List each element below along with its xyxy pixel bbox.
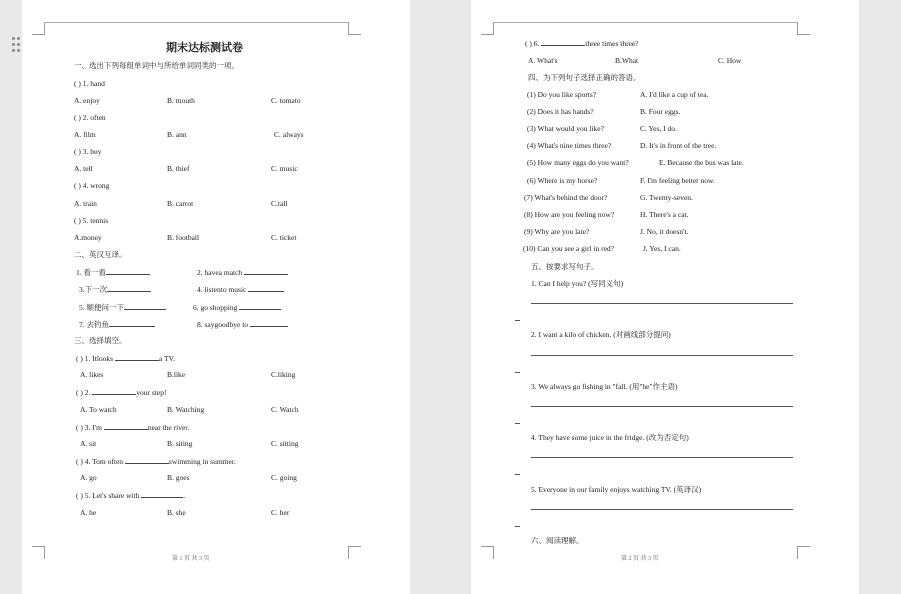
option-b: B.What — [615, 56, 639, 65]
section-heading: 三、选择填空。 — [74, 336, 127, 345]
match-question: (4) What's nine times three? — [527, 141, 612, 150]
match-answer: H. There's a cat. — [640, 210, 689, 219]
option-a: A.money — [74, 233, 102, 242]
match-question: (5) How many eggs do you want? — [527, 158, 629, 167]
translation-item: 7. 去钓鱼 — [79, 319, 155, 329]
crop-mark — [348, 22, 361, 35]
match-answer: F. I'm feeling better now. — [640, 176, 715, 185]
option-c: C. always — [274, 130, 304, 139]
option-b: B.like — [167, 370, 186, 379]
translation-item: 8. saygoodbye to — [197, 319, 288, 329]
section-heading: 六、阅读理解。 — [531, 536, 584, 545]
margin-mark — [515, 474, 520, 475]
question-stem: ( ) 5. tennis — [74, 216, 109, 225]
question-stem: ( ) 3. I'm near the river. — [76, 423, 190, 432]
answer-line — [531, 406, 793, 407]
writing-prompt: 2. I want a kilo of chicken. (对画线部分提问) — [531, 330, 671, 339]
option-a: A. likes — [80, 370, 104, 379]
translation-item: 6. go shopping — [193, 302, 281, 312]
match-question: (7) What's behind the door? — [524, 193, 608, 202]
answer-line — [531, 457, 793, 458]
header-rule — [44, 22, 348, 23]
crop-mark — [481, 22, 494, 35]
section-heading: 五、按要求写句子。 — [531, 262, 599, 271]
translation-item: 3.下一次 — [79, 284, 151, 294]
match-answer: D. It's in front of the tree. — [640, 141, 717, 150]
crop-mark — [32, 22, 45, 35]
option-c: C. sitting — [271, 439, 299, 448]
option-b: B. goes — [167, 473, 190, 482]
match-question: (1) Do you like sports? — [527, 90, 597, 99]
option-a: A. enjoy — [74, 96, 100, 105]
question-stem: ( ) 4. wrong — [74, 181, 110, 190]
margin-mark — [515, 423, 520, 424]
option-b: B. carrot — [167, 199, 194, 208]
option-b: B. football — [167, 233, 200, 242]
match-answer: J. Yes, I can. — [643, 244, 681, 253]
option-c: C.liking — [271, 370, 296, 379]
option-c: C. music — [271, 164, 298, 173]
option-c: C. Watch — [271, 405, 299, 414]
question-stem: ( ) 2. your step! — [76, 388, 167, 397]
writing-prompt: 1. Can I help you? (写同义句) — [531, 279, 624, 288]
option-a: A. go — [80, 473, 97, 482]
writing-prompt: 4. They have some juice in the fridge. (改为否定句) — [531, 433, 689, 442]
crop-mark — [348, 546, 361, 559]
option-b: B. Watching — [167, 405, 205, 414]
match-question: (2) Does it has hands? — [527, 107, 594, 116]
section-heading: 二、英汉互译。 — [74, 250, 127, 259]
match-answer: G. Twenty-seven. — [640, 193, 693, 202]
crop-mark — [797, 22, 810, 35]
option-c: C. ticket — [271, 233, 297, 242]
option-a: A. sit — [80, 439, 97, 448]
option-b: B. ann — [167, 130, 187, 139]
page-title: 期末达标测试卷 — [166, 42, 243, 54]
translation-item: 2. havea match — [197, 267, 288, 277]
option-c: C. going — [271, 473, 297, 482]
question-stem: ( ) 1. hand — [74, 79, 105, 88]
answer-line — [531, 509, 793, 510]
option-b: B. siting — [167, 439, 193, 448]
document-page-1 — [22, 0, 410, 594]
page-footer: 第 2 页 共 3 页 — [621, 556, 659, 562]
answer-line — [531, 303, 793, 304]
section-heading: 四、为下列句子选择正确的答语。 — [528, 73, 641, 82]
margin-mark — [515, 320, 520, 321]
option-a: A. film — [74, 130, 96, 139]
match-question: (6) Where is my horse? — [527, 176, 598, 185]
question-stem: ( ) 5. Let's share with . — [76, 491, 186, 500]
document-page-2 — [471, 0, 859, 594]
option-b: B. mouth — [167, 96, 195, 105]
drag-handle-icon[interactable] — [12, 37, 22, 53]
page-footer: 第 1 页 共 3 页 — [172, 556, 210, 562]
writing-prompt: 3. We always go fishing in "fall. (用"he"作主语) — [531, 382, 678, 391]
option-a: A. train — [74, 199, 97, 208]
match-answer: A. I'd like a cup of tea. — [640, 90, 709, 99]
option-c: C. How — [718, 56, 742, 65]
header-rule — [493, 22, 797, 23]
option-c: C.tall — [271, 199, 288, 208]
crop-mark — [797, 546, 810, 559]
writing-prompt: 5. Everyone in our family enjoys watching TV. (英译汉) — [531, 485, 702, 494]
answer-line — [531, 355, 793, 356]
match-question: (9) Why are you late? — [524, 227, 590, 236]
crop-mark — [481, 546, 494, 559]
margin-mark — [515, 372, 520, 373]
question-stem: ( ) 3. buy — [74, 147, 102, 156]
match-question: (10) Can you see a girl in red? — [523, 244, 615, 253]
window-gutter — [862, 0, 901, 594]
margin-mark — [515, 526, 520, 527]
option-a: A. tell — [74, 164, 93, 173]
question-stem: ( ) 2. often — [74, 113, 106, 122]
option-a: A. he — [80, 508, 97, 517]
question-stem: ( ) 6. three times three? — [525, 39, 639, 48]
question-stem: ( ) 4. Tom often swimming in summer. — [76, 457, 236, 466]
match-answer: C. Yes, I do. — [640, 124, 677, 133]
match-answer: B. Four eggs. — [640, 107, 681, 116]
match-question: (8) How are you feeling now? — [524, 210, 615, 219]
match-answer: J. No, it doesn't. — [640, 227, 689, 236]
match-question: (3) What would you like? — [527, 124, 604, 133]
match-answer: E. Because the bus was late. — [659, 158, 744, 167]
option-c: C. her — [271, 508, 290, 517]
option-b: B. thief — [167, 164, 190, 173]
option-c: C. tomato — [271, 96, 301, 105]
translation-item: 1. 看一看 — [76, 267, 150, 277]
translation-item: 5. 顺便问一下 — [79, 302, 166, 312]
crop-mark — [32, 546, 45, 559]
section-heading: 一、选出下列每组单词中与所给单词同类的一项。 — [74, 61, 239, 70]
option-a: A. What's — [528, 56, 558, 65]
question-stem: ( ) 1. Itlooks a TV. — [76, 354, 175, 363]
option-a: A. To watch — [80, 405, 117, 414]
option-b: B. she — [167, 508, 186, 517]
translation-item: 4. listento music — [197, 284, 284, 294]
